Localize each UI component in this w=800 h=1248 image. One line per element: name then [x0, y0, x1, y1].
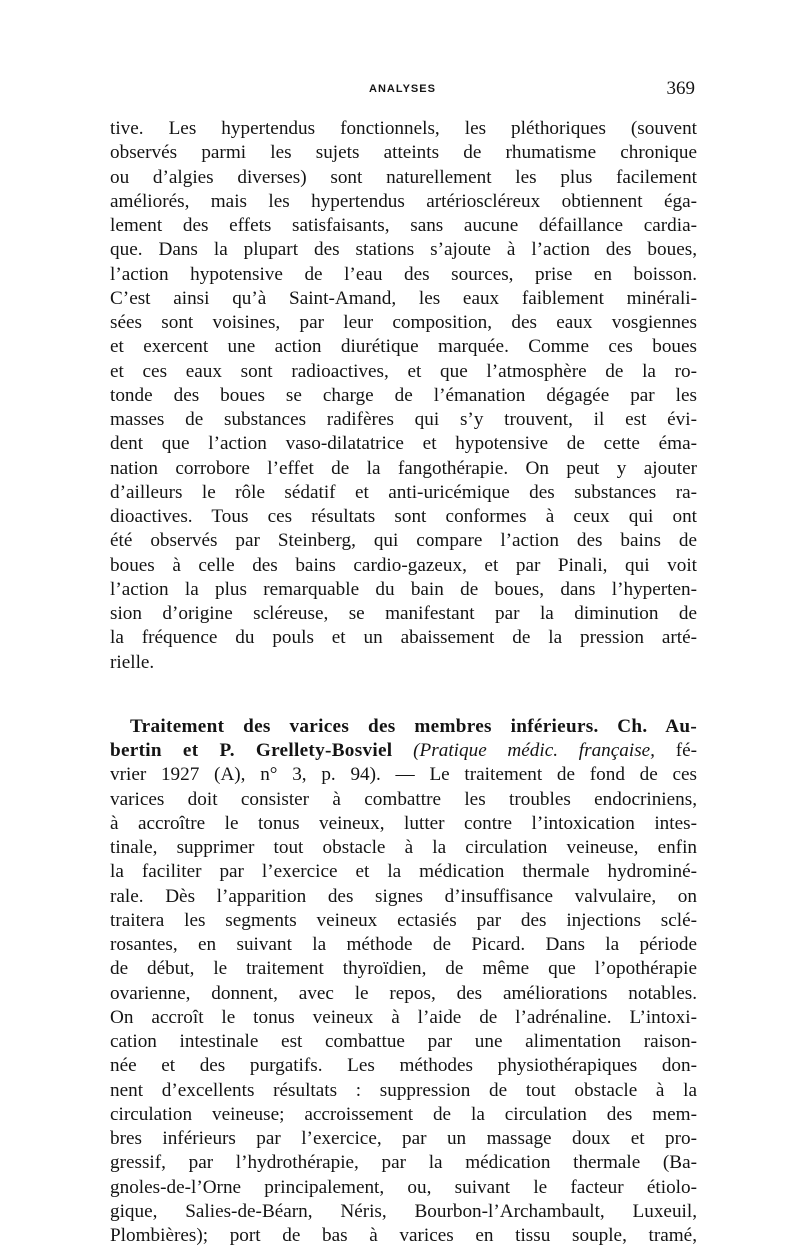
text-line: varices doit consister à combattre les troubles endocriniens, [110, 788, 697, 810]
text-line: bres inférieurs par l’exercice, par un massage doux et pro- [110, 1128, 697, 1149]
text-line: de début, le traitement thyroïdien, de même que l’opothérapie [110, 958, 697, 980]
text-line: dent que l’action vaso-dilatatrice et hypotensive de cette éma- [110, 433, 697, 455]
article-authors-start: Ch. Au- [617, 715, 698, 737]
text-line: la faciliter par l’exercice et la médication thermale hydrominé- [110, 861, 697, 883]
paragraph-continuation [110, 117, 697, 675]
text-line: circulation veineuse; accroissement de la circulation des mem- [110, 1103, 697, 1125]
text-line: observés parmi les sujets atteints de rhumatisme chronique [110, 142, 697, 164]
text-line: dioactives. Tous ces résultats sont conformes à ceux qui ont [110, 506, 697, 527]
text-line: l’action hypotensive de l’eau des sources, prise en boisson. [110, 263, 697, 285]
text-line: l’action la plus remarquable du bain de boues, dans l’hyperten- [110, 578, 697, 600]
text-line: rielle. [110, 651, 155, 673]
text-line: sées sont voisines, par leur composition, des eaux vosgiennes [110, 312, 697, 333]
article-entry [110, 715, 697, 1248]
article-authors-line [110, 739, 697, 763]
text-line: améliorés, mais les hypertendus artérioscléreux obtiennent éga- [110, 190, 697, 212]
section-gap [110, 675, 697, 715]
page-number: 369 [666, 78, 695, 99]
text-line: Plombières); port de bas à varices en tissu souple, tramé, [110, 1225, 697, 1246]
text-line: née et des purgatifs. Les méthodes physiothérapiques don- [110, 1055, 697, 1077]
text-line: à accroître le tonus veineux, lutter contre l’intoxication intes- [110, 812, 697, 834]
header-title: ANALYSES [369, 83, 436, 95]
text-line: boues à celle des bains cardio-gazeux, et par Pinali, qui voit [110, 554, 697, 576]
text-line: tinale, supprimer tout obstacle à la circulation veineuse, enfin [110, 837, 697, 858]
text-line: et exercent une action diurétique marquée. Comme ces boues [110, 336, 697, 358]
text-line: nation corrobore l’effet de la fangothérapie. On peut y ajouter [110, 457, 697, 479]
text-line: vrier 1927 (A), n° 3, p. 94). — Le traitement de fond de ces [110, 764, 697, 786]
text-line: tive. Les hypertendus fonctionnels, les pléthoriques (souvent [110, 118, 697, 139]
text-line: gnoles-de-l’Orne principalement, ou, suivant le facteur étiolo- [110, 1176, 697, 1198]
text-line: rosantes, en suivant la méthode de Picard. Dans la période [110, 934, 697, 955]
text-line: traitera les segments veineux ectasiés par des injections sclé- [110, 909, 697, 931]
text-line: nent d’excellents résultats : suppression de tout obstacle à la [110, 1079, 697, 1101]
text-line: gique, Salies-de-Béarn, Néris, Bourbon-l’Archambault, Luxeuil, [110, 1200, 697, 1222]
text-line: la fréquence du pouls et un abaissement de la pression arté- [110, 627, 697, 649]
text-line: ovarienne, donnent, avec le repos, des améliorations notables. [110, 982, 697, 1004]
article-heading-line [110, 715, 697, 739]
text-line: sion d’origine scléreuse, se manifestant par la diminution de [110, 603, 697, 624]
text-line: tonde des boues se charge de l’émanation dégagée par les [110, 384, 697, 406]
text-line: été observés par Steinberg, qui compare l’action des bains de [110, 530, 697, 552]
text-line: que. Dans la plupart des stations s’ajoute à l’action des boues, [110, 239, 697, 261]
text-line: On accroît le tonus veineux à l’aide de l’adrénaline. L’intoxi- [110, 1006, 697, 1028]
page-text [110, 117, 697, 1248]
text-line: lement des effets satisfaisants, sans aucune défaillance cardia- [110, 215, 697, 236]
article-source-date: fé- [675, 740, 698, 761]
text-line: rale. Dès l’apparition des signes d’insuffisance valvulaire, on [110, 885, 697, 907]
text-line: gressif, par l’hydrothérapie, par la médication thermale (Ba- [110, 1152, 697, 1174]
text-line: d’ailleurs le rôle sédatif et anti-uricémique des substances ra- [110, 481, 697, 503]
text-line: C’est ainsi qu’à Saint-Amand, les eaux faiblement minérali- [110, 287, 697, 309]
article-authors: bertin et P. Grellety-Bosviel [110, 740, 393, 761]
text-line: et ces eaux sont radioactives, et que l’atmosphère de la ro- [110, 360, 697, 382]
running-header [110, 80, 695, 100]
text-line: cation intestinale est combattue par une alimentation raison- [110, 1031, 697, 1052]
article-source: (Pratique médic. française, [413, 740, 655, 761]
text-line: masses de substances radifères qui s’y trouvent, il est évi- [110, 409, 697, 430]
text-line: ou d’algies diverses) sont naturellement les plus facilement [110, 166, 697, 188]
article-title: Traitement des varices des membres inférieurs. [130, 715, 599, 737]
